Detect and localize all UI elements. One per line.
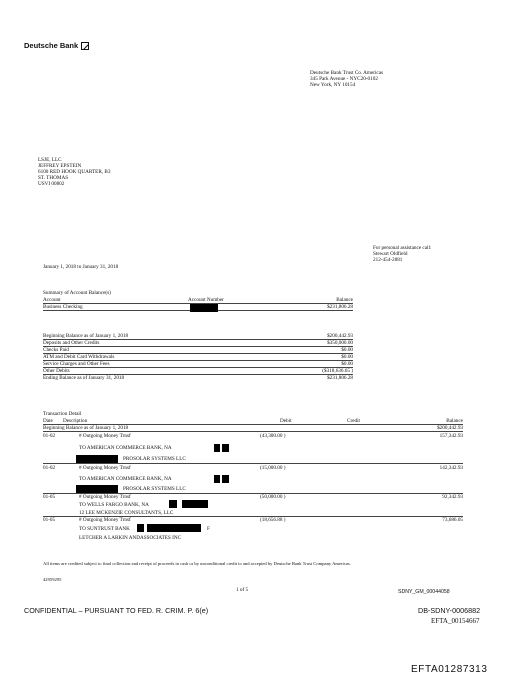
tx-desc-line: TO WELLS FARGO BANK, NA [79,502,149,508]
redaction-box [222,444,229,452]
tx-col-credit: Credit [347,418,360,424]
bates-db: DB-SDNY-0006882 [418,606,481,615]
assistance-label: For personal assistance call: [373,245,432,251]
tx-balance: 157,342.93 [439,433,463,439]
tx-date: 01-02 [43,465,56,471]
balance-label: Other Debits [43,368,70,374]
summary-account-name: Business Checking [43,304,83,310]
summary-col-balance: Balance [336,297,353,303]
deutsche-bank-slash-icon [81,42,89,50]
balance-label: Deposits and Other Credits [43,340,100,346]
balance-amount: ($318,636.65 ) [322,368,353,374]
bank-address-line: 345 Park Avenue - NYC20-0102 [310,76,378,82]
redaction-box [147,524,201,532]
tx-balance: 92,342.93 [442,494,463,500]
client-address-line: USVI 00802 [38,181,65,187]
table-row [43,494,463,517]
summary-col-account: Account [43,297,61,303]
tx-beginning-label: Beginning Balance as of January 1, 2018 [43,425,129,431]
tx-col-balance: Balance [446,418,463,424]
bank-address [310,70,383,88]
redaction-box [182,500,208,508]
bank-address-line: Deutsche Bank Trust Co. Americas [310,70,384,76]
balance-label: ATM and Debit Card Withdrawals [43,354,115,360]
redaction-box [76,455,118,463]
efta-small: EFTA_00154667 [431,617,480,625]
assistance-phone: 212-454-2881 [373,257,403,263]
tx-beginning-balance: $200,442.93 [437,425,463,431]
tx-date: 01-05 [43,494,56,500]
summary-col-number: Account Number [188,297,224,303]
summary-account-balance: $231,806.28 [327,304,353,310]
tx-desc-line: 12 LEE MCKENZIE CONSULTANTS, LLC [79,510,174,516]
tx-desc-suffix: F [207,526,210,532]
client-address-line: ST. THOMAS [38,175,69,181]
tx-col-debit: Debit [280,418,292,424]
redaction-box [137,524,144,532]
efta-large: EFTA01287313 [411,664,488,675]
tx-col-date: Date [43,418,53,424]
table-row [43,517,463,543]
tx-desc-line: LETCHER A LARKIN ANDASSOCIATES INC [79,535,182,541]
tx-date: 01-02 [43,433,56,439]
tx-desc-line: TO SUNTRUST BANK [79,526,130,532]
tx-desc-line: TO AMERICAN COMMERCE BANK, NA [79,476,172,482]
page-indicator: 1 of 5 [236,587,249,593]
bank-address-line: New York, NY 10154 [310,82,356,88]
tx-date: 01-05 [43,517,56,523]
tx-debit: (15,000.00 ) [260,465,286,471]
redaction-box [190,304,218,312]
balance-amount: $350,000.00 [327,340,353,346]
balance-amount: $0.00 [341,361,353,367]
tx-debit: (50,000.00 ) [260,494,286,500]
balance-label: Ending Balance as of January 31, 2018 [43,375,125,381]
assistance-contact [373,245,431,263]
tx-desc-line: TO AMERICAN COMMERCE BANK, NA [79,445,172,451]
balance-amount: $200,442.93 [327,333,353,339]
redaction-box [169,500,177,508]
client-address [38,157,110,187]
tx-desc-line: # Outgoing Money Trnsf [79,494,131,500]
tx-desc-line: # Outgoing Money Trnsf [79,433,131,439]
tx-desc-line: # Outgoing Money Trnsf [79,465,131,471]
confidential-notice: CONFIDENTIAL – PURSUANT TO FED. R. CRIM. P. 6(e) [24,606,209,615]
transaction-title: Transaction Detail [43,411,82,417]
tx-col-desc: Description [63,418,88,424]
balance-label: Checks Paid [43,347,69,353]
assistance-name: Stewart Oldfield [373,251,408,257]
redaction-box [214,444,220,452]
balance-amount: $231,806.28 [327,375,353,381]
balance-amount: $0.00 [341,354,353,360]
balance-row [43,375,353,381]
summary-title: Summary of Account Balance(s) [43,290,111,296]
balance-label: Beginning Balance as of January 1, 2018 [43,333,129,339]
balance-amount: $0.00 [341,347,353,353]
doc-number: 42959295 [43,577,62,582]
bates-gm: SDNY_GM_00044058 [398,589,450,595]
tx-desc-line: PROSOLAR SYSTEMS LLC [123,456,186,462]
balance-label: Service Charges and Other Fees [43,361,110,367]
statement-period: January 1, 2018 to January 31, 2018 [43,264,119,270]
tx-balance: 73,686.05 [442,517,463,523]
redaction-box [222,475,229,483]
tx-debit: (43,300.00 ) [260,433,286,439]
redaction-box [76,485,118,493]
client-address-line: JEFFREY EPSTEIN [38,163,82,169]
disclaimer: All items are credited subject to final collection and receipt of proceeds in cash or by unconditional credit to and accepted by Deutsche Bank Trust Company Americas. [43,561,351,566]
bank-logo [24,41,89,50]
tx-desc-line: # Outgoing Money Trnsf [79,517,131,523]
tx-debit: (18,656.88 ) [260,517,286,523]
tx-balance: 142,342.93 [439,465,463,471]
tx-desc-line: PROSOLAR SYSTEMS LLC [123,486,186,492]
client-address-line: 6100 RED HOOK QUARTER, B3 [38,169,111,175]
client-address-line: LSJE, LLC [38,157,62,163]
redaction-box [214,475,220,483]
logo-text: Deutsche Bank [24,41,79,50]
